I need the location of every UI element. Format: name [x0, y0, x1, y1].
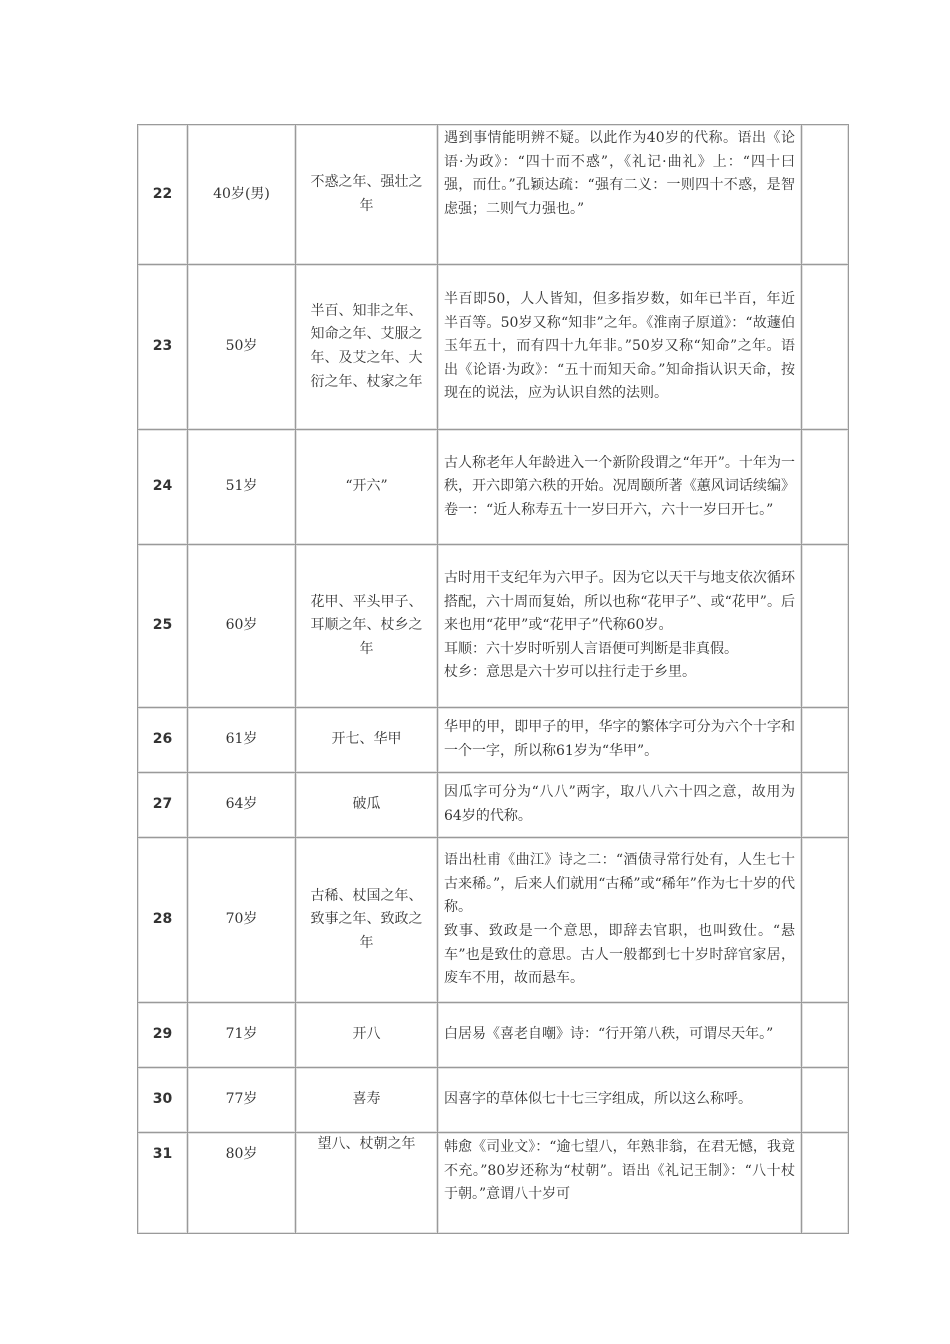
empty-cell	[802, 1068, 849, 1133]
description-paragraph: 古时用干支纪年为六甲子。因为它以天干与地支依次循环搭配，六十周而复始，所以也称“花甲子”、或“花甲”。后来也用“花甲”或“花甲子”代称60岁。	[444, 570, 795, 634]
term-cell: 古稀、杖国之年、致事之年、致政之年	[296, 838, 438, 1003]
description-cell	[438, 773, 802, 838]
row-number: 31	[138, 1133, 188, 1234]
row-number: 28	[138, 838, 188, 1003]
table-row	[138, 1133, 849, 1234]
description-cell	[438, 430, 802, 545]
age-cell: 51岁	[188, 430, 296, 545]
age-cell: 77岁	[188, 1068, 296, 1133]
row-number: 23	[138, 265, 188, 430]
row-number: 27	[138, 773, 188, 838]
description-paragraph: 半百即50，人人皆知，但多指岁数，如年已半百，年近半百等。50岁又称“知非”之年。《淮南子原道》：“故蘧伯玉年五十，而有四十九年非。”50岁又称“知命”之年。语出《论语·为政》：“五十而知天命。”知命指认识天命，按现在的说法，应为认识自然的法则。	[444, 291, 795, 402]
age-cell: 70岁	[188, 838, 296, 1003]
row-number: 24	[138, 430, 188, 545]
description-paragraph: 耳顺：六十岁时听别人言语便可判断是非真假。	[444, 640, 738, 657]
term-cell: 半百、知非之年、知命之年、艾服之年、及艾之年、大衍之年、杖家之年	[296, 265, 438, 430]
description-paragraph: 古人称老年人年龄进入一个新阶段谓之“年开”。十年为一秩，开六即第六秩的开始。况周颐所著《蕙风词话续编》卷一：“近人称寿五十一岁曰开六，六十一岁曰开七。”	[444, 454, 795, 518]
empty-cell	[802, 708, 849, 773]
description-paragraph: 因喜字的草体似七十七三字组成，所以这么称呼。	[444, 1091, 752, 1108]
description-paragraph: 因瓜字可分为“八八”两字，取八八六十四之意，故用为64岁的代称。	[444, 784, 795, 824]
age-cell: 64岁	[188, 773, 296, 838]
description-cell	[438, 1003, 802, 1068]
row-number: 22	[138, 125, 188, 265]
table-row	[138, 773, 849, 838]
description-paragraph: 杖乡：意思是六十岁可以拄行走于乡里。	[444, 664, 696, 681]
term-cell: 开八	[296, 1003, 438, 1068]
table-row	[138, 1003, 849, 1068]
description-cell	[438, 1068, 802, 1133]
age-cell: 61岁	[188, 708, 296, 773]
description-paragraph: 遇到事情能明辨不疑。以此作为40岁的代称。语出《论语·为政》：“四十而不惑”，《礼记·曲礼》上：“四十曰强，而仕。”孔颖达疏：“强有二义：一则四十不惑，是智虑强；二则气力强也。”	[444, 130, 795, 217]
empty-cell	[802, 545, 849, 708]
table-row	[138, 1068, 849, 1133]
description-cell	[438, 265, 802, 430]
description-paragraph: 华甲的甲，即甲子的甲，华字的繁体字可分为六个十字和一个一字，所以称61岁为“华甲”。	[444, 719, 795, 759]
term-cell: 开七、华甲	[296, 708, 438, 773]
description-paragraph: 韩愈《司业文》：“逾七望八，年熟非翁，在君无憾，我竟不充。”80岁还称为“杖朝”。语出《礼记王制》：“八十杖于朝。”意谓八十岁可	[444, 1139, 795, 1203]
term-cell: “开六”	[296, 430, 438, 545]
table-row	[138, 545, 849, 708]
empty-cell	[802, 1133, 849, 1234]
table-row	[138, 838, 849, 1003]
age-cell: 40岁(男)	[188, 125, 296, 265]
age-cell: 50岁	[188, 265, 296, 430]
age-cell: 80岁	[188, 1133, 296, 1234]
age-cell: 71岁	[188, 1003, 296, 1068]
table-row	[138, 265, 849, 430]
table-row	[138, 430, 849, 545]
row-number: 29	[138, 1003, 188, 1068]
description-cell	[438, 838, 802, 1003]
row-number: 26	[138, 708, 188, 773]
term-cell: 喜寿	[296, 1068, 438, 1133]
row-number: 30	[138, 1068, 188, 1133]
term-cell: 不惑之年、强壮之年	[296, 125, 438, 265]
table-row	[138, 708, 849, 773]
description-cell	[438, 708, 802, 773]
term-cell: 破瓜	[296, 773, 438, 838]
term-cell: 花甲、平头甲子、耳顺之年、杖乡之年	[296, 545, 438, 708]
age-cell: 60岁	[188, 545, 296, 708]
row-number: 25	[138, 545, 188, 708]
empty-cell	[802, 430, 849, 545]
description-paragraph: 致事、致政是一个意思，即辞去官职，也叫致仕。“悬车”也是致仕的意思。古人一般都到七十岁时辞官家居，废车不用，故而悬车。	[444, 923, 795, 987]
description-paragraph: 白居易《喜老自嘲》诗：“行开第八秩，可谓尽天年。”	[444, 1026, 774, 1043]
empty-cell	[802, 125, 849, 265]
empty-cell	[802, 265, 849, 430]
term-cell: 望八、杖朝之年	[296, 1133, 438, 1234]
description-cell	[438, 1133, 802, 1234]
description-cell	[438, 545, 802, 708]
empty-cell	[802, 1003, 849, 1068]
age-terms-table	[137, 124, 849, 1234]
empty-cell	[802, 838, 849, 1003]
description-paragraph: 语出杜甫《曲江》诗之二：“酒债寻常行处有，人生七十古来稀。”，后来人们就用“古稀”或“稀年”作为七十岁的代称。	[444, 852, 795, 916]
description-cell	[438, 125, 802, 265]
table-body	[138, 125, 849, 1234]
table-row	[138, 125, 849, 265]
empty-cell	[802, 773, 849, 838]
